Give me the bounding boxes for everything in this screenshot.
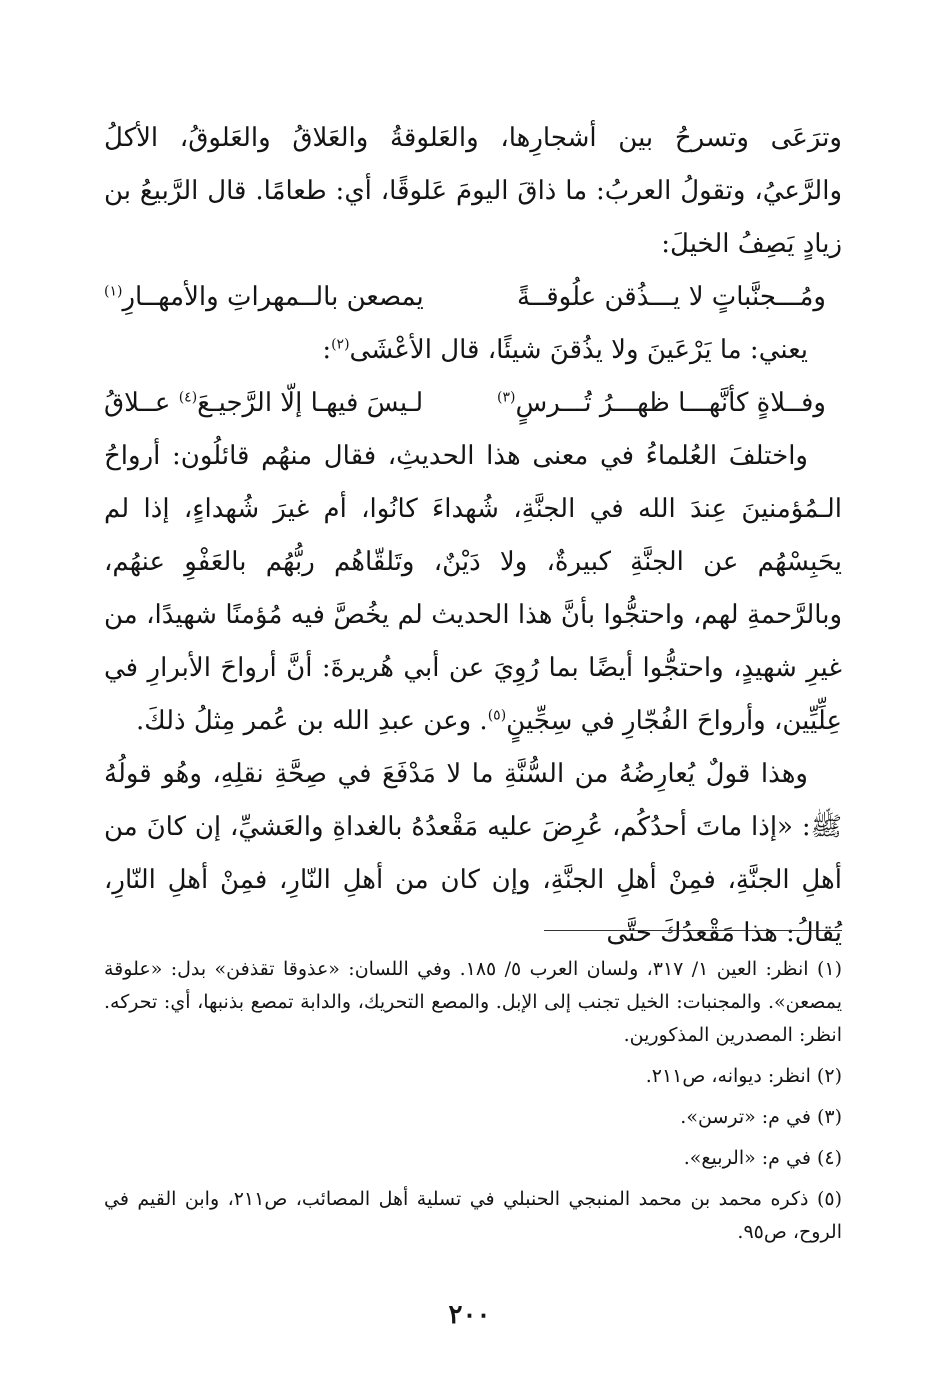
poem-verse-1 xyxy=(104,271,842,324)
verse-2-first-hemistich xyxy=(497,377,842,430)
paragraph-poet-intro xyxy=(104,324,842,377)
footnote-ref-3: (٣) xyxy=(497,389,516,406)
footnote-ref-5: (٥) xyxy=(487,707,507,724)
verse-2-second-hemistich-end: عــلاقُ xyxy=(104,388,179,418)
paragraph-scholars-disagreement xyxy=(104,430,842,748)
verse-2-second-hemistich xyxy=(104,377,423,430)
verse-2-second-hemistich-text: لـيسَ فيهـا إلّا الرَّجيـعَ xyxy=(197,388,424,418)
verse-1-second-hemistich xyxy=(104,271,424,324)
paragraph-hadith: وهذا قولٌ يُعارِضُهُ من السُّنَّةِ ما لا مَدْفَعَ في صِحَّةِ نقلِهِ، وهُو قولُهُ ﷺ: «إذا ماتَ أحدُكُم، عُرِضَ عليه مَقْعدُهُ بالغداةِ والعَشيِّ، إن كانَ من أهلِ الجنَّةِ، فمِنْ أهلِ الجنَّةِ، وإن كان من أهلِ النّارِ، فمِنْ أهلِ النّارِ، يُقالُ: هذا مَقْعدُكَ حتَّى xyxy=(104,759,842,948)
footnote-ref-1: (١) xyxy=(104,283,123,300)
page-number: ٢٠٠ xyxy=(448,1300,491,1330)
verse-2-first-hemistich-text: وفــلاةٍ كأنَّهـــا ظهـــرُ تُـــرسٍ xyxy=(515,388,826,418)
verse-1-first-hemistich: ومُـــجنَّباتٍ لا يـــذُقن علُوقــةً xyxy=(517,282,826,312)
poet-intro-colon: : xyxy=(322,335,332,365)
footnote-4: (٤) في م: «الربيع». xyxy=(683,1147,842,1169)
footnote-5: (٥) ذكره محمد بن محمد المنبجي الحنبلي في تسلية أهل المصائب، ص٢١١، وابن القيم في الروح، ص٩٥. xyxy=(104,1188,842,1243)
footnotes-block xyxy=(104,953,842,1257)
paragraph-scholars-text: واختلفَ العُلماءُ في معنى هذا الحديثِ، فقال منهُم قائلُون: أرواحُ الـمُؤمنينَ عِندَ الله في الجنَّةِ، شُهداءَ كانُوا، أم غيرَ شُهداءٍ، إذا لم يحَبِسْهُم عن الجنَّةِ كبيرةٌ، ولا دَيْنٌ، وتَلقّاهُم ربُّهُم بالعَفْوِ عنهُم، وبالرَّحمةِ لهم، واحتجُّوا بأنَّ هذا الحديث لم يخُصَّ فيه مُؤمنًا شهيدًا، من غيرِ شهيدٍ، واحتجُّوا أيضًا بما رُوِيَ عن أبي هُريرةَ: أنَّ أرواحَ الأبرارِ في عِلِّيِّين، وأرواحَ الفُجّارِ في سِجِّينٍ xyxy=(104,441,842,736)
footnote-divider xyxy=(544,930,842,931)
main-text-block xyxy=(104,112,842,960)
poem-verse-2 xyxy=(104,377,842,430)
paragraph-opening: وترَعَى وتسرحُ بين أشجارِها، والعَلوقةُ والعَلاقُ والعَلوقُ، الأكلُ والرَّعيُ، وتقولُ العربُ: ما ذاقَ اليومَ عَلوقًا، أي: طعامًا. قال الرَّبيعُ بن زيادٍ يَصِفُ الخيلَ: xyxy=(104,123,842,259)
footnote-ref-2: (٢) xyxy=(331,336,350,353)
paragraph-scholars-end: . وعن عبدِ الله بن عُمر مِثلُ ذلكَ. xyxy=(135,706,488,736)
verse-1-second-hemistich-text: يمصعن بالــمهراتِ والأمهــارِ xyxy=(122,282,424,312)
footnote-ref-4: (٤) xyxy=(178,389,198,406)
poet-intro-text: يعني: ما يَرْعَينَ ولا يذُقنَ شيئًا، قال الأعْشَى xyxy=(349,335,808,365)
footnote-3: (٣) في م: «ترسن». xyxy=(680,1106,842,1128)
footnote-1: (١) انظر: العين ١/ ٣١٧، ولسان العرب ٥/ ١٨٥. وفي اللسان: «عذوقا تقذفن» بدل: «علوقة يمصعن». والمجنبات: الخيل تجنب إلى الإبل. والمصع التحريك، والدابة تمصع بذنبها، أي: تحركه. انظر: المصدرين المذكورين. xyxy=(104,958,842,1046)
footnote-2: (٢) انظر: ديوانه، ص٢١١. xyxy=(645,1065,842,1087)
